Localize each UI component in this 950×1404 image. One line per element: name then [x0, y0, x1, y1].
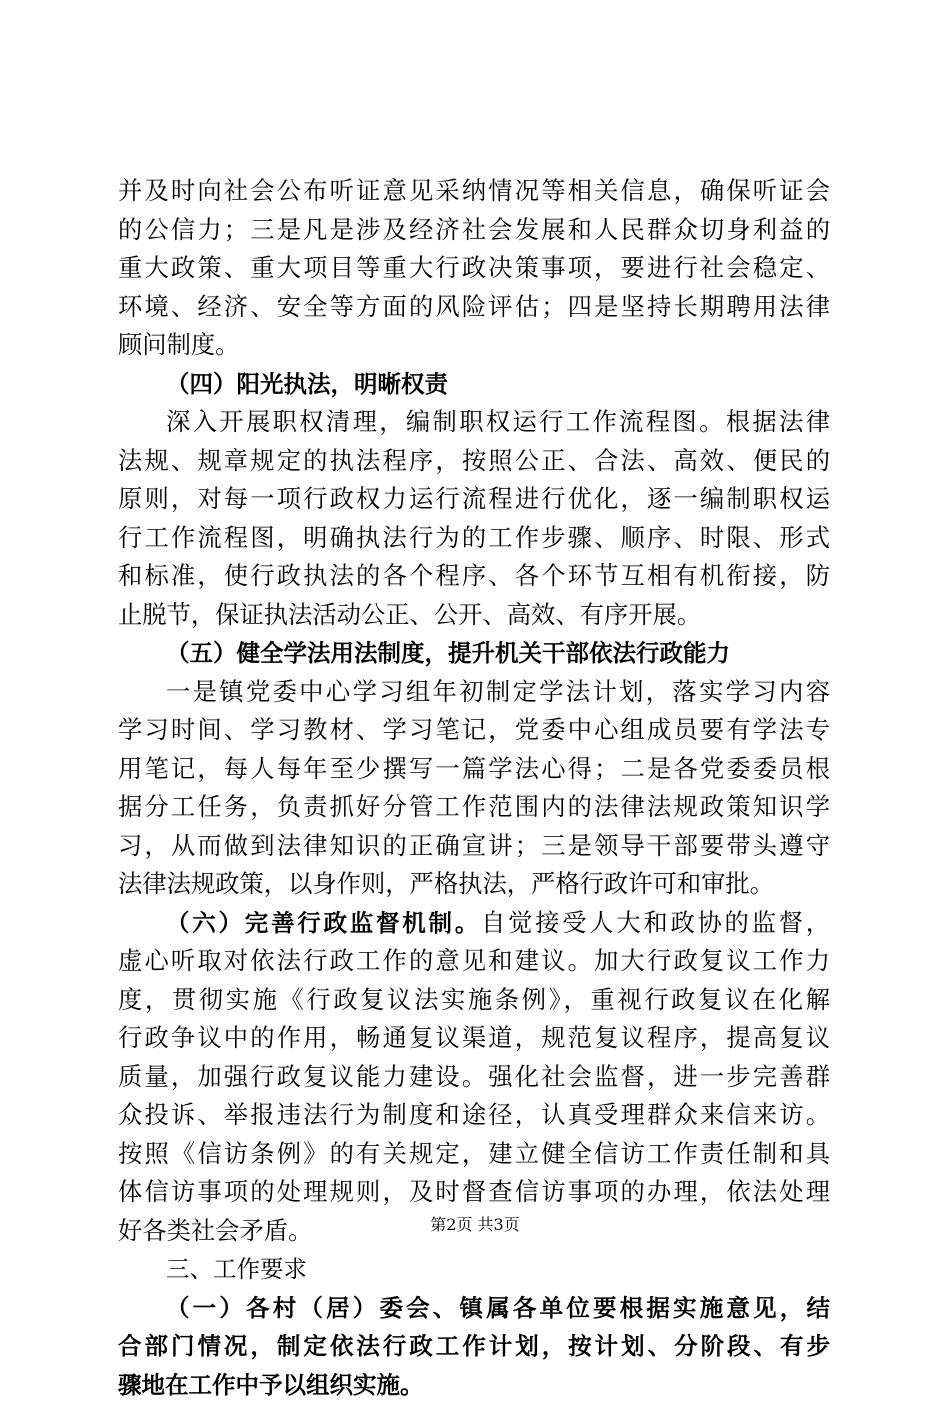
paragraph-line: 原则，对每一项行政权力运行流程进行优化，逐一编制职权运 [118, 480, 830, 519]
paragraph-line: 按照《信访条例》的有关规定，建立健全信访工作责任制和具 [118, 1135, 830, 1174]
paragraph-line: 体信访事项的处理规则，及时督查信访事项的办理，依法处理 [118, 1173, 830, 1212]
paragraph-line: 的公信力；三是凡是涉及经济社会发展和人民群众切身利益的 [118, 211, 830, 250]
paragraph-line: 法规、规章规定的执法程序，按照公正、合法、高效、便民的 [118, 442, 830, 481]
paragraph-line: 众投诉、举报违法行为制度和途径，认真受理群众来信来访。 [118, 1096, 830, 1135]
paragraph-line: 重大政策、重大项目等重大行政决策事项，要进行社会稳定、 [118, 249, 830, 288]
paragraph-line: 一是镇党委中心学习组年初制定学法计划，落实学习内容 [118, 673, 830, 712]
paragraph-line: 质量，加强行政复议能力建设。强化社会监督，进一步完善群 [118, 1058, 830, 1097]
bold-paragraph-line: 骤地在工作中予以组织实施。 [118, 1366, 830, 1404]
bold-paragraph-line: 合部门情况，制定依法行政工作计划，按计划、分阶段、有步 [118, 1327, 830, 1366]
section-heading-4: （四）阳光执法，明晰权责 [118, 365, 830, 404]
paragraph-line: 行政争议中的作用，畅通复议渠道，规范复议程序，提高复议 [118, 1019, 830, 1058]
paragraph-line: 学习时间、学习教材、学习笔记，党委中心组成员要有学法专 [118, 711, 830, 750]
paragraph-line: 并及时向社会公布听证意见采纳情况等相关信息，确保听证会 [118, 172, 830, 211]
paragraph-line: 和标准，使行政执法的各个程序、各个环节互相有机衔接，防 [118, 557, 830, 596]
bold-paragraph-line: （一）各村（居）委会、镇属各单位要根据实施意见，结 [118, 1289, 830, 1328]
paragraph-line: 深入开展职权清理，编制职权运行工作流程图。根据法律 [118, 403, 830, 442]
paragraph-line: 习，从而做到法律知识的正确宣讲；三是领导干部要带头遵守 [118, 827, 830, 866]
paragraph-line: 用笔记，每人每年至少撰写一篇学法心得；二是各党委委员根 [118, 750, 830, 789]
paragraph-line: 据分工任务，负责抓好分管工作范围内的法律法规政策知识学 [118, 788, 830, 827]
section-heading-5: （五）健全学法用法制度，提升机关干部依法行政能力 [118, 634, 830, 673]
paragraph-line: 度，贯彻实施《行政复议法实施条例》，重视行政复议在化解 [118, 981, 830, 1020]
paragraph-line: 行工作流程图，明确执法行为的工作步骤、顺序、时限、形式 [118, 519, 830, 558]
paragraph-line: 顾问制度。 [118, 326, 830, 365]
paragraph-line: 法律法规政策，以身作则，严格执法，严格行政许可和审批。 [118, 865, 830, 904]
section-heading-6: （六）完善行政监督机制。 [166, 909, 481, 937]
page-number-footer: 第2页 共3页 [0, 1212, 950, 1235]
paragraph-line: 环境、经济、安全等方面的风险评估；四是坚持长期聘用法律 [118, 288, 830, 327]
paragraph-line: 好各类社会矛盾。 [118, 1212, 830, 1251]
section-6-first-text: 自觉接受人大和政协的监督， [481, 908, 830, 937]
part-heading-3: 三、工作要求 [118, 1250, 830, 1289]
paragraph-line: 虚心听取对依法行政工作的意见和建议。加大行政复议工作力 [118, 942, 830, 981]
section-6-first-line [118, 904, 830, 943]
paragraph-line: 止脱节，保证执法活动公正、公开、高效、有序开展。 [118, 596, 830, 635]
